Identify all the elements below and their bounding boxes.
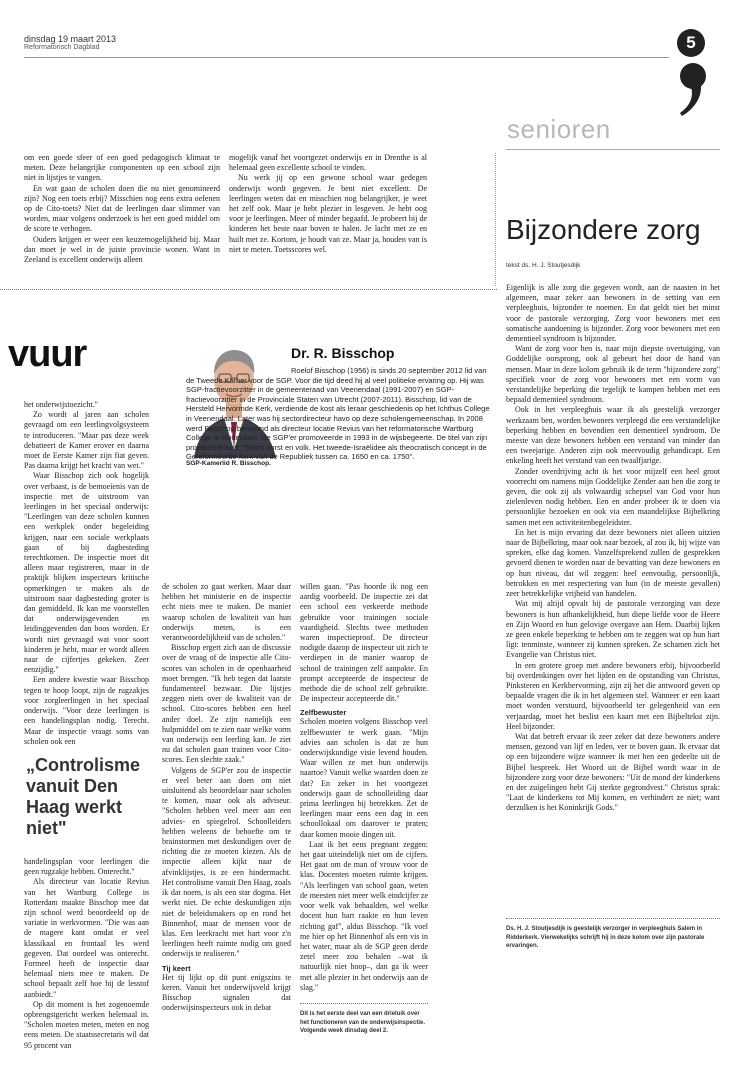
section-divider	[0, 289, 497, 290]
newspaper-name: Reformatorisch Dagblad	[24, 44, 100, 51]
paragraph: Een andere kwestie waar Bisschop tegen te hoop loopt, zijn de rugzakjes voor zorgleerlingen in het speciaal onderwijs. "Voor deze leerlingen is een handelingsplan nodig. Terecht. Maar de inspectie vraagt soms van scholen ook een	[24, 675, 149, 746]
paragraph: Wat dat betreft ervaar ik zeer zeker dat deze bewoners andere mensen, gezond van lijf en leden, ver te boven gaan. Ik ervaar dat op een bijzondere wijze wanneer ik met hen een gedeelte uit de Bijbel bespreek. Het Woord uit de Bijbel wordt waar in de bijzondere zorg voor deze bewoners: "Uit de mond der kinderkens en der zuigelingen hebt Gij sterkte gegrondvest." Christus sprak: "Laat de kinderkens tot Mij komen, en verhindert ze niet; want derzulken is het Koninkrijk Gods."	[506, 731, 720, 813]
column-title: Bijzondere zorg	[506, 214, 701, 245]
paragraph: handelingsplan voor leerlingen die geen rugzakje hebben. Onterecht."	[24, 857, 149, 877]
paragraph: Zo wordt al jaren aan scholen gevraagd om een leerlingvolgsysteem te introduceren. "Maar pas deze week debatteert de Kamer erover en daarna moet de Eerste Kamer zijn fiat geven. Pas daarna krijgt het kracht van wet."	[24, 410, 149, 471]
paragraph: Het tij lijkt op dit punt enigszins te keren. Vanuit het onderwijsveld krijgt Bisschop signalen dat onderwijsinspecteurs ook in debat	[162, 972, 291, 1013]
paragraph: Scholen moeten volgens Bisschop veel zelfbewuster te werk gaan. "Mijn advies aan scholen is dat ze hun onderwijskundige visie levend houden. Waar willen ze met hun onderwijs naartoe? Vanuit welke waarden doen ze dat? En zeker in het voortgezet onderwijs gaan de schoolleiding daar prima leerlingen bij betrekken. Zet de leerlingen maar eens een dag in een schoollokaal om daarover te praten; daar komen mooie dingen uit.	[300, 717, 428, 839]
main-col-mid	[162, 582, 291, 1013]
headline-fragment: vuur	[8, 333, 87, 375]
column-author: tekst ds. H. J. Stoutjesdijk	[506, 262, 581, 269]
photo-caption: SGP-Kamerlid R. Bisschop.	[186, 460, 271, 467]
paragraph: Wat mij altijd opvalt bij de pastorale verzorging van deze bewoners is hun afhankelijkheid, hun diepe liefde voor de Heere en Zijn Woord en hun gelovige overgave aan Hem. Daarbij lijken ze geen enkele beperking te hebben om te zeggen wat op hun hart ligt: tenminste, wanneer zij kunnen spreken. Ze schamen zich het Evangelie van Christus niet.	[506, 599, 720, 660]
paragraph: het onderwijstoezicht."	[24, 400, 98, 409]
paragraph: Op dit moment is het zogenoemde opbrengstgericht werken helemaal in. "Scholen moeten meten, meten en nog eens meten. De staatssecretaris wil dat 95 procent van	[24, 999, 149, 1050]
paragraph: Bisschop ergert zich aan de discussie over de vraag of de inspectie alle Cito-scores van scholen in de openbaarheid moet brengen. "Ik heb tegen dat laatste fundamenteel bezwaar. Die lijstjes zeggen niets over de kwaliteit van de school. Cito-scores hebben een heel ander doel. Ze zijn namelijk een hulpmiddel om te zien naar welke vorm van onderwijs een leerling kan. Je ziet nu dat scholen gaan trainen voor Cito-scores. Een slechte zaak."	[162, 643, 291, 765]
subheading: Zelfbewuster	[300, 708, 347, 718]
paragraph: In een grotere groep met andere bewoners erbij, bijvoorbeeld bij overdenkingen over het lijden en de opstanding van Christus, Pinksteren en Kerkhervorming, zijn zij het die antwoord geven op bepaalde vragen die ik in het algemeen stel. Wanneer er een kaart moet worden verstuurd, bijvoorbeeld ter gelegenheid van een verjaardag, moet het beslist een kaart met een Bijbeltekst zijn. Heel bijzonder.	[506, 660, 720, 731]
bio-text: Roelof Bisschop (1956) is sinds 20 september 2012 lid van de Tweede Kamer voor de SGP. Voor die tijd deed hij al veel politieke ervaring op. Hij was SGP-fractievoorzitter in de gemeenteraad van Veenendaal (1991-2007) en SGP-fractievoorzitter in de Provinciale Staten van Utrecht (2007-2011). Bisschop, lid van de Hersteld Hervormde Kerk, verdiende de kost als leraar geschiedenis op het Ichthus College in Veenendaal. Later was hij sectordirecteur havo op deze scholengemeenschap. In 2008 werd Bisschop benoemd als directeur locatie Revius van het reformatorische Wartburg College te Rotterdam. De SGP'er promoveerde in 1993 in de wijsbegeerte. De titel van zijn proefschrift luidt: "Sions vorst en volk. Het tweede-Israëlidee als theocratisch concept in de Gereformeerde kerk van de Republiek tussen ca. 1650 en ca. 1750".	[186, 366, 490, 462]
header-rule	[24, 57, 669, 58]
top-article-col1	[24, 153, 220, 265]
paragraph: Volgens de SGP'er zou de inspectie er veel beter aan doen om niet uitsluitend als beoordelaar naar scholen te komen, maar ook als adviseur. "Scholen hebben veel meer aan een advies- en spiegelrol. Schoolleiders hebben weleens de behoefte om te brainstormen met deskundigen over de richting die ze moeten kiezen. Als de inspectie alleen kijkt naar de afvinklijstjes, is ze een hindermacht. Het controlisme vanuit Den Haag, zoals ik dat noem, is als een star dogma. Het werkt niet. De echte deskundigen zijn niet de beleidsmakers op en rond het Binnenhof, maar de mensen voor de klas. Een leerkracht met hart voor z'n leerlingen heeft ruimte nodig om goed onderwijs te realiseren."	[162, 765, 291, 959]
page-number: 5	[677, 29, 705, 57]
paragraph: Ouders krijgen er weer een keuzemogelijkheid bij. Maar dan moet je wel in de juiste provincie wonen. Want in Zeeland is excellent onderwijs alleen	[24, 234, 220, 265]
comma-ornament-icon	[678, 62, 708, 118]
subheading: Tij keert	[162, 963, 191, 973]
issue-date: dinsdag 19 maart 2013	[24, 34, 117, 44]
paragraph: willen gaan. "Pas hoorde ik nog een aardig voorbeeld. De inspectie zei dat een school een verkeerde methode gebruikte voor trainingen sociale vaardigheid. Slechts twee methoden waren inspectieproof. De directeur nodigde daarop de inspecteur uit zich te verdiepen in de manier waarop de school de trainingen zelf aanpakte. En prompt accepteerde de inspecteur de methode die de school zelf gebruikte. De inspecteur accepteerde dit."	[300, 582, 428, 704]
column-body	[506, 283, 720, 814]
paragraph: Eigenlijk is alle zorg die gegeven wordt, aan de naasten in het algemeen, maar zeker aan bewoners in de setting van een verpleeghuis, bijzonder te noemen. En dat geldt niet het minst voor de pastorale verzorging. Zorg voor bewoners met een somatische aandoening is bijzonder. Zorg voor bewoners met een dementieel syndroom is bijzonder.	[506, 283, 720, 344]
paragraph: mogelijk vanaf het voortgezet onderwijs en in Drenthe is al helemaal geen excellente school te vinden.	[229, 153, 427, 173]
paragraph: En het is mijn ervaring dat deze bewoners niet alleen uitzien naar de Bijbelkring, maar ook naar bezoek, al zou ik, bij wijze van spreken, elke dag komen. Vanzelfsprekend zullen de gesprekken gevoerd dienen te worden naar de bevatting van deze bewoners en op hun niveau, dat wil zeggen: heel eenvoudig, persoonlijk, betrokken en met respectering van hun (in de meeste gevallen) zeer betrekkelijke vrijheid van handelen.	[506, 527, 720, 599]
section-rule	[506, 149, 720, 150]
main-col-left-bottom	[24, 857, 149, 1051]
paragraph: Want de zorg voor hen is, naar mijn diepste overtuiging, van Goddelijke oorsprong, ook al gebeurt het door de hand van mensen. Maar in deze kolom gebruik ik de term "bijzondere zorg" specifiek voor de zorg voor bewoners met een vorm van verstandelijke beperking die tegelijk te kampen hebben met een bepaald dementieel syndroom.	[506, 344, 720, 405]
top-article-col2	[229, 153, 427, 255]
paragraph: Waar Bisschop zich ook hogelijk over verbaast, is de bemoeienis van de inspectie met de uitstroom van leerlingen in het speciaal onderwijs: "Leerlingen van deze scholen kunnen een werkplek onder begeleiding krijgen, naar een sociale werkplaats gaan of bij dagbesteding terechtkomen. De inspectie moet dit alleen maar registreren, maar in de praktijk blijken inspecteurs kritische opmerkingen te maken als de uitstroom naar dagbesteding groter is dan gemiddeld. Ik kan me voorstellen dat onderwijsgevenden en leidinggevenden dan boos worden. Er wordt niet gevraagd wat voor soort kinderen je hebt, maar er wordt alleen naar de cijfertjes gekeken. Zeer eenzijdig."	[24, 471, 149, 675]
bio-name: Dr. R. Bisschop	[291, 345, 395, 361]
paragraph: om een goede sfeer of een goed pedagogisch klimaat te meten. Deze belangrijke componenten op een school zijn niet in lijstjes te vangen.	[24, 153, 220, 183]
paragraph: Nu werk jij op een gewone school waar gedegen onderwijs wordt gegeven. Je bent niet excellent. De leerlingen weten dat en misschien nog belangrijker, je weet het zelf ook. Maar je hebt plezier in lesgeven. Je hebt oog voor je leerlingen. Meer of minder begaafd. Je probeert bij de kinderen het beste naar boven te halen. Je lacht met ze en huilt met ze. Kortom, je houdt van ze. Maar ja, houden van is niet te meten. Toetsscores wel.	[229, 173, 427, 254]
paragraph: Zonder overdrijving acht ik het voor mijzelf een heel groot voorrecht om namens mijn Goddelijke Zender aan hen die zorg te geven, die ook zij als volwaardig schepsel van God voor hun zielenleven nodig hebben. Een en ander probeer ik te doen via persoonlijke bezoeken en ook via een maandelijkse Bijbelkring samen met een activiteitenbegeleidster.	[506, 466, 720, 527]
section-title: senioren	[507, 114, 611, 144]
series-note: Dit is het eerste deel van een drieluik over het functioneren van de onderwijsinspectie. Volgende week dinsdag deel 2.	[300, 1011, 426, 1034]
paragraph: de scholen zo gaat werken. Maar daar hebben het ministerie en de inspectie echt niets mee te maken. De manier waarop scholen de kwaliteit van hun onderwijs meten, is een verantwoordelijkheid van de scholen."	[162, 582, 291, 643]
main-col-right	[300, 582, 428, 993]
pull-quote: „Controlisme vanuit Den Haag werkt niet"	[26, 755, 141, 838]
column-footnote: Ds. H. J. Stoutjesdijk is geestelijk verzorger in verpleeghuis Salem in Ridderkerk. Vierwekelijks schrijft hij in deze kolom over zijn pastorale ervaringen.	[506, 926, 705, 949]
footnote-divider	[506, 918, 720, 919]
column-divider	[495, 153, 496, 286]
main-col-left	[24, 400, 149, 747]
paragraph: En wat gaan de scholen doen die nu niet genomineerd zijn? Nog een toets erbij? Misschien nog eens extra oefenen op de Cito-toets? Niet dat de leerlingen daar slimmer van worden, maar volgens onderzoek is het een goed middel om de score te verhogen.	[24, 183, 220, 234]
paragraph: Als directeur van locatie Revius van het Wartburg College in Rotterdam maakte Bisschop mee dat zijn school werd beoordeeld op de variatie in werkvormen. "Die was aan de magere kant omdat er veel klassikaal en frontaal les werd gegeven. Dat oordeel was onterecht. Formeel heeft de inspectie daar helemaal niets mee te maken. De school bepaalt zelf hoe hij de lesstof aanbiedt."	[24, 877, 149, 999]
note-divider	[300, 1003, 428, 1004]
paragraph: Laat ik het eens pregnant zeggen: het gaat uiteindelijk niet om de cijfers. Het gaat om de man of vrouw voor de klas. Docenten moeten ruimte krijgen. "Als leerlingen van school gaan, weten de meesten niet meer welk eindcijfer ze voor welk vak behaalden, wel welke docent hun hart raakte en hun leven richting gaf", aldus Bisschop. "Ik voel me hier op het Binnenhof als een vis in het water, maar als de SGP geen derde zetel meer zou behalen –wat ik natuurlijk niet hoop–, dan ga ik weer met alle plezier in het onderwijs aan de slag."	[300, 839, 428, 992]
paragraph: Ook in het verpleeghuis waar ik als geestelijk verzorger werkzaam ben, worden bewoners verpleegd die een verstandelijke beperking hebben en bovendien een dementieel syndroom. De meeste van deze bewoners hebben een verstand van minder dan een tweejarige. Anderen zijn ook meervoudig gehandicapt. Een enkeling heeft het verstand van een twaalfjarige.	[506, 405, 720, 466]
